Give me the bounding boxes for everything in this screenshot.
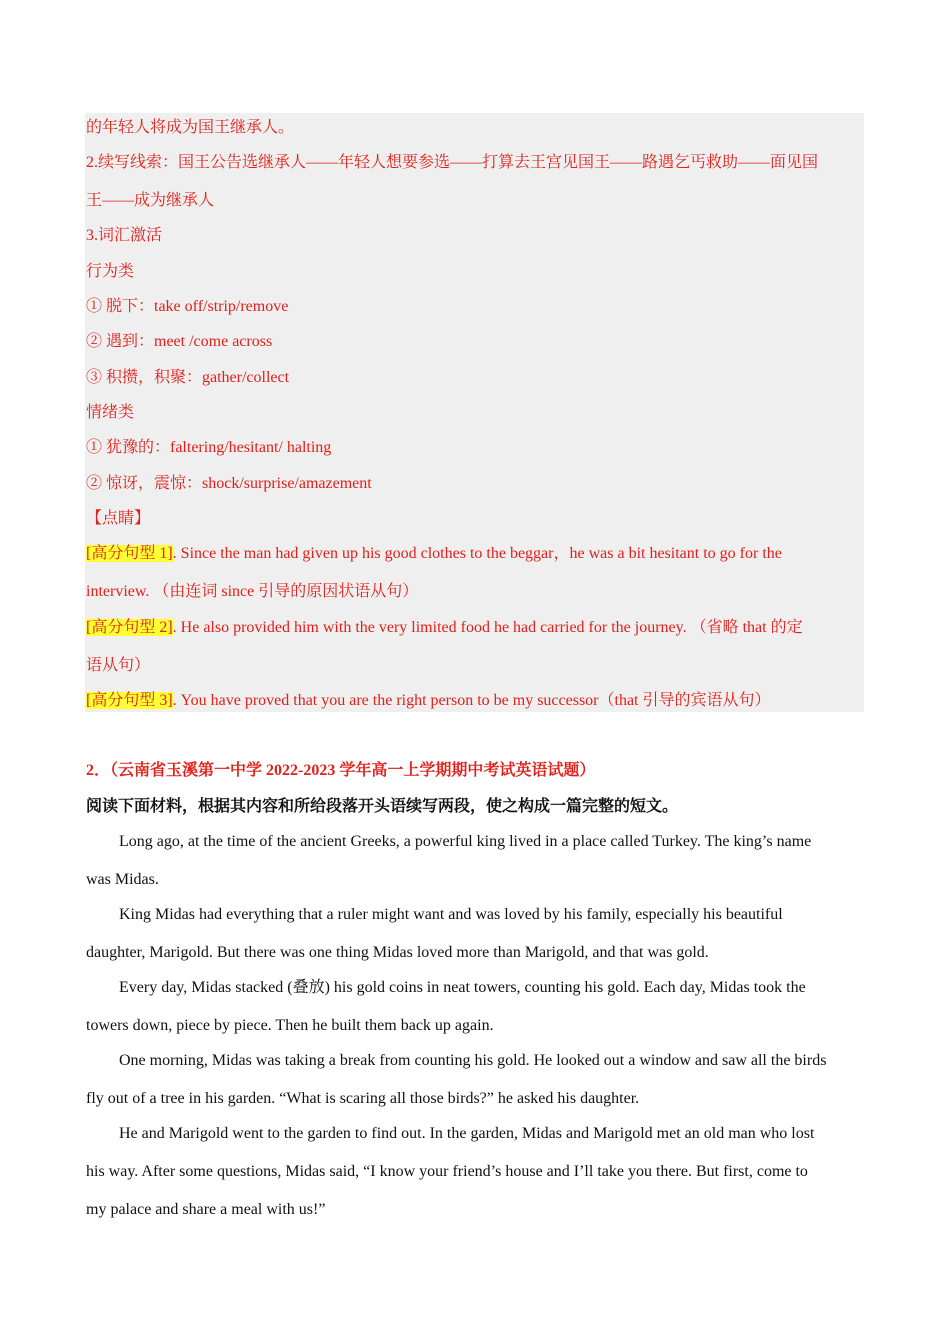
clue-line-1: 2.续写线索：国王公告选继承人——年轻人想要参选——打算去王宫见国王——路遇乞丐救助——面见国 xyxy=(86,154,819,171)
paragraph-line: Every day, Midas stacked (叠放) his gold coins in neat towers, counting his gold. Each day, Midas took the xyxy=(119,979,806,996)
sentence-2-line-1 xyxy=(86,618,803,638)
sentence-1-line-2: interview. （由连词 since 引导的原因状语从句） xyxy=(86,583,419,600)
sentence-tag: [高分句型 1] xyxy=(86,545,173,562)
paragraph-line: his way. After some questions, Midas said, “I know your friend’s house and I’ll take you there. But first, come to xyxy=(86,1163,808,1180)
sentence-text: . You have proved that you are the right person to be my successor（that 引导的宾语从句） xyxy=(172,692,771,709)
paragraph-line: towers down, piece by piece. Then he built them back up again. xyxy=(86,1017,494,1034)
sentence-text: . Since the man had given up his good clothes to the beggar，he was a bit hesitant to go for the xyxy=(172,545,782,562)
sentence-tag: [高分句型 2] xyxy=(86,619,173,636)
sentence-3-line-1 xyxy=(86,691,771,711)
action-item: ② 遇到：meet /come across xyxy=(86,333,273,350)
action-item: ③ 积攒，积聚：gather/collect xyxy=(86,369,290,386)
paragraph-line: was Midas. xyxy=(86,871,159,888)
intro-tail: 的年轻人将成为国王继承人。 xyxy=(86,119,295,136)
paragraph-line: fly out of a tree in his garden. “What is scaring all those birds?” he asked his daughter. xyxy=(86,1090,640,1107)
emotion-heading: 情绪类 xyxy=(86,404,135,421)
emotion-item: ① 犹豫的：faltering/hesitant/ halting xyxy=(86,439,332,456)
highlight-heading: 【点睛】 xyxy=(86,510,151,527)
clue-line-2: 王——成为继承人 xyxy=(86,192,215,209)
sentence-tag: [高分句型 3] xyxy=(86,692,173,709)
action-heading: 行为类 xyxy=(86,263,135,280)
question-instruction: 阅读下面材料，根据其内容和所给段落开头语续写两段，使之构成一篇完整的短文。 xyxy=(86,798,679,815)
vocab-heading: 3.词汇激活 xyxy=(86,227,163,244)
sentence-1-line-1 xyxy=(86,544,782,564)
sentence-2-line-2: 语从句） xyxy=(86,657,151,674)
sentence-text: . He also provided him with the very limited food he had carried for the journey. （省略 that 的定 xyxy=(172,619,803,636)
paragraph-line: One morning, Midas was taking a break from counting his gold. He looked out a window and saw all the birds xyxy=(119,1052,827,1069)
action-item: ① 脱下：take off/strip/remove xyxy=(86,298,289,315)
paragraph-line: daughter, Marigold. But there was one thing Midas loved more than Marigold, and that was gold. xyxy=(86,944,709,961)
question-title: 2．（云南省玉溪第一中学 2022-2023 学年高一上学期期中考试英语试题） xyxy=(86,762,596,779)
paragraph-line: King Midas had everything that a ruler might want and was loved by his family, especially his beautiful xyxy=(119,906,783,923)
paragraph-line: my palace and share a meal with us!” xyxy=(86,1201,326,1218)
paragraph-line: Long ago, at the time of the ancient Greeks, a powerful king lived in a place called Turkey. The king’s name xyxy=(119,833,812,850)
emotion-item: ② 惊讶，震惊：shock/surprise/amazement xyxy=(86,475,372,492)
paragraph-line: He and Marigold went to the garden to find out. In the garden, Midas and Marigold met an old man who lost xyxy=(119,1125,815,1142)
